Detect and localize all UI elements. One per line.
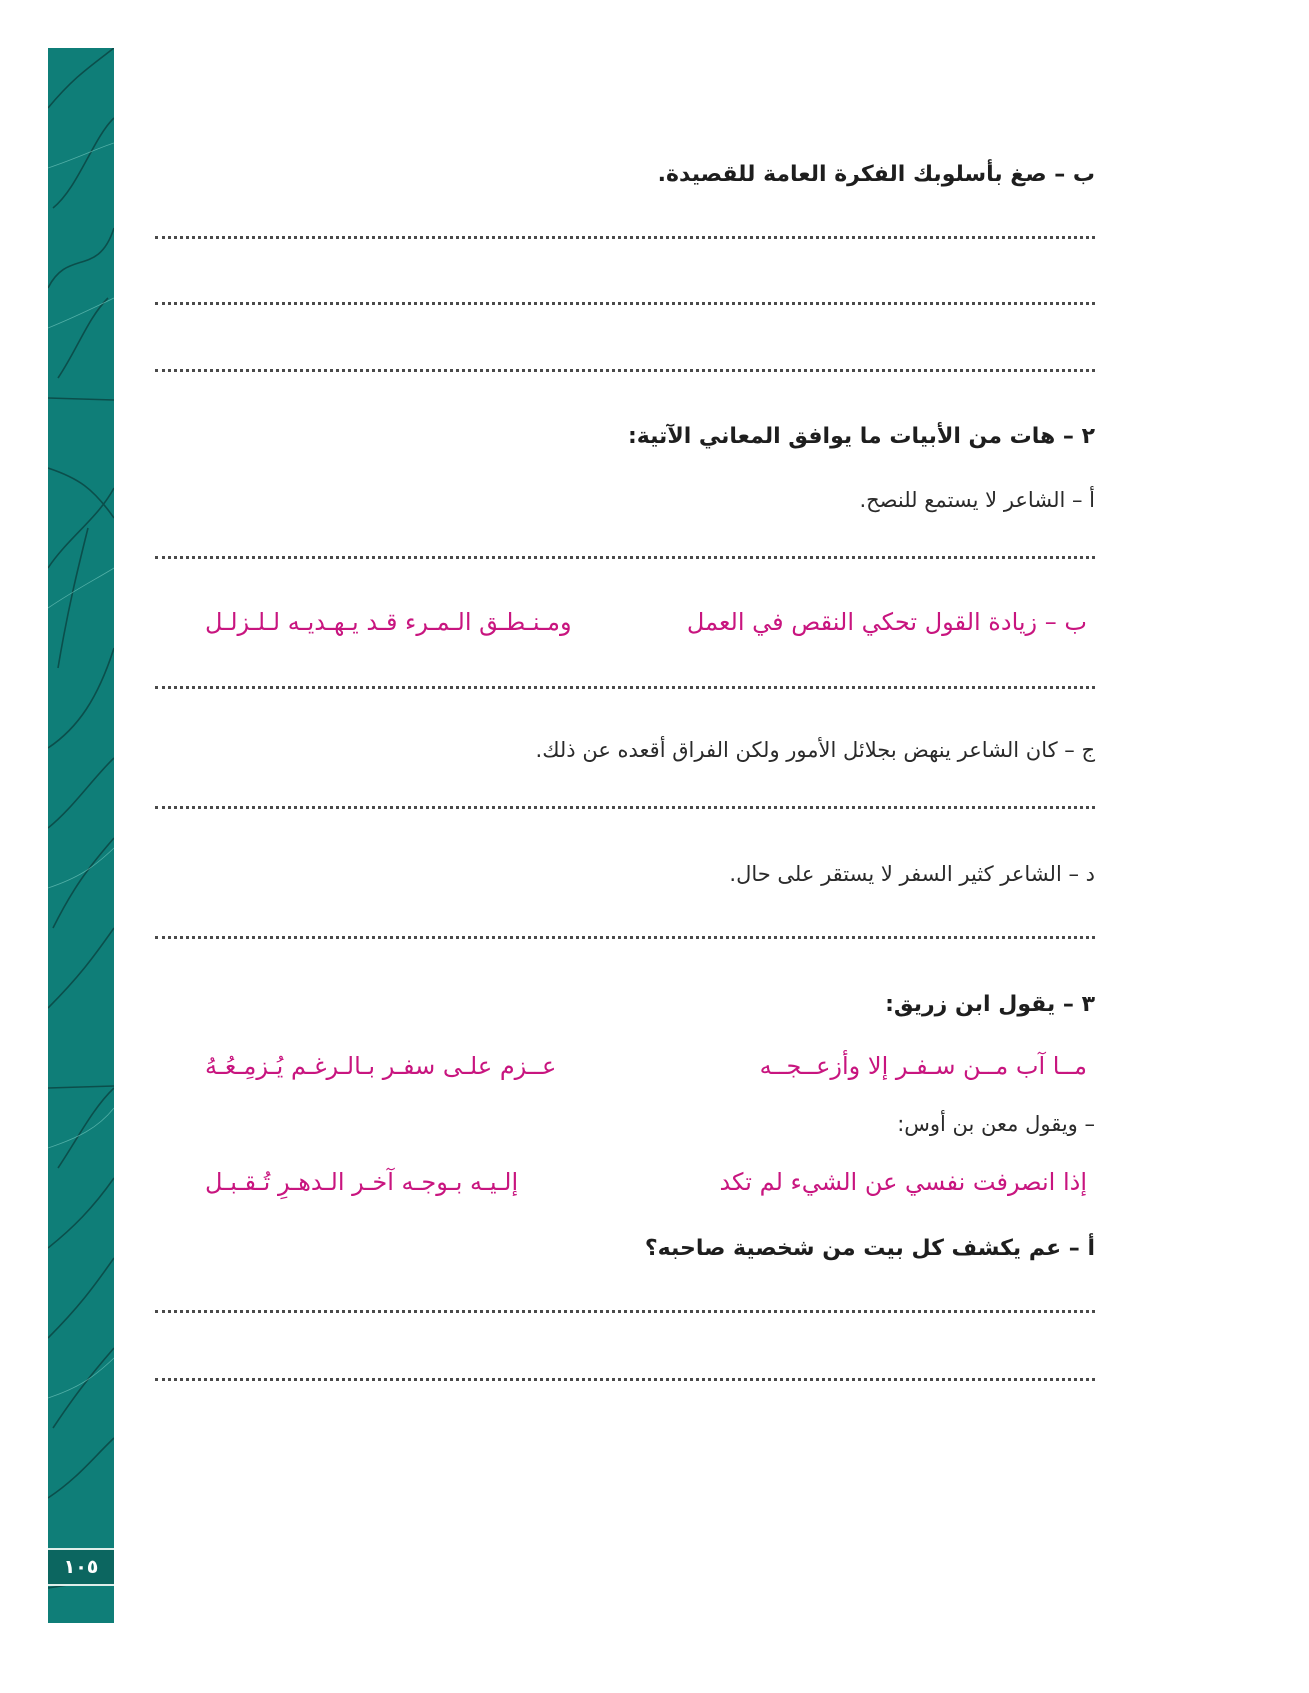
- answer-line[interactable]: [155, 686, 1095, 689]
- question-2d: د – الشاعر كثير السفر لا يستقر على حال.: [729, 862, 1095, 886]
- verse-ibn-zurayq: [205, 1052, 1087, 1080]
- verse-first-hemistich: ب – زيادة القول تحكي النقص في العمل: [686, 608, 1087, 636]
- answer-line[interactable]: [155, 236, 1095, 239]
- answer-line[interactable]: [155, 556, 1095, 559]
- verse-first-hemistich: مــا آب مــن سـفـر إلا وأزعــجــه: [759, 1052, 1087, 1080]
- band-texture: [48, 48, 114, 1623]
- verse-second-hemistich: إلـيـه بـوجـه آخـر الـدهـرِ تُـقـبـل: [205, 1168, 519, 1196]
- answer-line[interactable]: [155, 302, 1095, 305]
- question-1b: ب – صغ بأسلوبك الفكرة العامة للقصيدة.: [657, 162, 1095, 187]
- answer-line[interactable]: [155, 369, 1095, 372]
- question-2a: أ – الشاعر لا يستمع للنصح.: [859, 488, 1095, 512]
- question-2: ٢ – هات من الأبيات ما يوافق المعاني الآتية:: [627, 424, 1095, 449]
- answer-line[interactable]: [155, 1310, 1095, 1313]
- verse-first-hemistich: إذا انصرفت نفسي عن الشيء لم تكد: [719, 1168, 1087, 1196]
- verse-intro-maan: – ويقول معن بن أوس:: [897, 1112, 1095, 1136]
- question-3a: أ – عم يكشف كل بيت من شخصية صاحبه؟: [644, 1236, 1095, 1261]
- verse-2b: [205, 608, 1087, 636]
- verse-maan-ibn-aws: [205, 1168, 1087, 1196]
- verse-second-hemistich: ومـنـطـق الـمـرء قـد يـهـديـه لـلـزلـل: [205, 608, 572, 636]
- answer-line[interactable]: [155, 806, 1095, 809]
- page-number: ١٠٥: [48, 1548, 114, 1586]
- decorative-side-band: [48, 48, 114, 1623]
- answer-line[interactable]: [155, 936, 1095, 939]
- question-2c: ج – كان الشاعر ينهض بجلائل الأمور ولكن الفراق أقعده عن ذلك.: [535, 738, 1095, 762]
- verse-second-hemistich: عــزم علـى سفـر بـالـرغـم يُـزمِـعُـهُ: [205, 1052, 557, 1080]
- answer-line[interactable]: [155, 1378, 1095, 1381]
- question-3: ٣ – يقول ابن زريق:: [885, 992, 1095, 1017]
- worksheet-content: [155, 0, 1095, 1693]
